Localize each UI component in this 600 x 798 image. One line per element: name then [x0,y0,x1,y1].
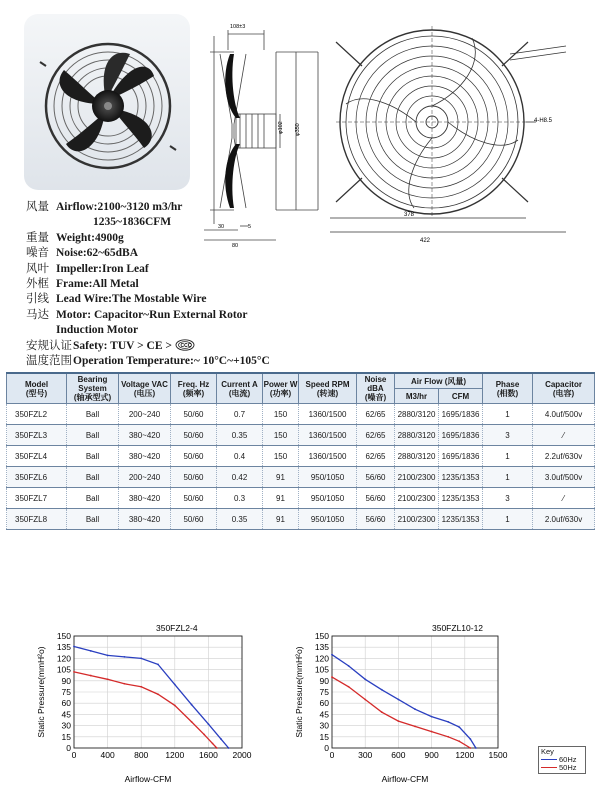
spec-row-safety: 安规认证 Safety: TUV > CE > CCC [26,339,326,354]
x-tick-label: 900 [424,750,439,760]
series-point-60hz [124,656,126,658]
table-cell: 1235/1353 [439,467,483,488]
table-cell: 1695/1836 [439,425,483,446]
table-cell: 200~240 [119,467,171,488]
series-point-50hz [203,734,205,736]
y-tick-label: 135 [56,642,71,653]
table-cell: 1360/1500 [299,425,357,446]
col-header-airflow: Air Flow (风量) [395,373,483,389]
y-tick-label: 135 [314,642,329,653]
series-point-50hz [174,705,176,707]
table-cell: Ball [67,488,119,509]
product-photo [24,14,190,190]
spec-row-airflow-cfm: 1235~1836CFM [93,216,172,229]
table-cell: 950/1050 [299,509,357,530]
table-cell: Ball [67,446,119,467]
cell-model: 350FZL3 [7,425,67,446]
table-cell: 3 [483,488,533,509]
dim-102: φ102 [278,121,284,134]
series-point-60hz [398,699,400,701]
series-point-50hz [212,743,214,745]
series-point-50hz [73,671,75,673]
x-tick-label: 1500 [488,750,508,760]
series-point-50hz [431,731,433,733]
table-cell: 56/60 [357,467,395,488]
series-point-60hz [73,646,75,648]
front-view-drawing [330,14,598,248]
series-point-60hz [475,747,477,749]
y-tick-label: 15 [319,731,329,742]
y-tick-label: 120 [314,653,329,664]
x-tick-label: 800 [134,750,149,760]
table-cell: 150 [263,404,299,425]
y-tick-label: 45 [319,709,329,720]
dim-5: 5 [248,224,252,230]
table-cell: 1235/1353 [439,509,483,530]
series-point-60hz [447,721,449,723]
series-point-60hz [469,738,471,740]
x-axis-label: Airflow-CFM [381,774,429,784]
table-cell: 2880/3120 [395,446,439,467]
series-point-60hz [140,658,142,660]
dim-80: 80 [232,243,239,249]
table-cell: 0.3 [217,488,263,509]
series-point-50hz [348,686,350,688]
spec-row-weight: 重量 Weight:4900g [26,231,124,244]
table-cell: 50/60 [171,467,217,488]
spec-row-impeller: 风叶 Impeller:Iron Leaf [26,262,149,275]
table-cell: 91 [263,467,299,488]
col-header-noise: Noise dBA (噪音) [357,373,395,404]
chart-legend [538,746,586,774]
series-point-50hz [331,676,333,678]
spec-row-motor: 马达 Motor: Capacitor~Run External Rotor [26,308,248,321]
legend-line-50hz [541,767,557,768]
table-cell: 1 [483,446,533,467]
col-header-current: Current A (电流) [217,373,263,404]
series-point-60hz [381,689,383,691]
table-cell: 150 [263,425,299,446]
series-point-50hz [469,747,471,749]
table-cell: 380~420 [119,446,171,467]
series-point-60hz [220,738,222,740]
table-cell: 50/60 [171,425,217,446]
table-cell: 2880/3120 [395,404,439,425]
series-point-50hz [364,699,366,701]
x-tick-label: 1200 [455,750,475,760]
table-cell: 62/65 [357,404,395,425]
table-cell: ⁄ [533,425,595,446]
table-cell: 50/60 [171,488,217,509]
y-axis-label: Static Pressure(mmH²o) [36,646,46,738]
col-header-speed: Speed RPM (转速) [299,373,357,404]
table-cell: ⁄ [533,488,595,509]
y-tick-label: 90 [319,675,329,686]
spec-row-noise: 噪音 Noise:62~65dBA [26,247,139,260]
dim-378: 378 [404,212,415,218]
table-cell: 380~420 [119,425,171,446]
table-cell: 0.42 [217,467,263,488]
y-tick-label: 30 [319,720,329,731]
series-point-50hz [157,693,159,695]
table-cell: 2.0uf/630v [533,509,595,530]
series-point-60hz [348,665,350,667]
x-tick-label: 0 [329,750,335,760]
table-row [7,488,595,509]
series-line-60hz [332,655,476,748]
y-tick-label: 75 [319,687,329,697]
y-tick-label: 60 [61,698,71,709]
y-tick-label: 75 [61,687,71,697]
table-cell: 4.0uf/500v [533,404,595,425]
table-row [7,509,595,530]
table-row [7,467,595,488]
table-cell: 1695/1836 [439,446,483,467]
table-cell: 0.7 [217,404,263,425]
dim-350: φ350 [295,123,301,136]
series-point-50hz [216,747,218,749]
col-header-voltage: Voltage VAC (电压) [119,373,171,404]
table-cell: 1 [483,404,533,425]
cell-model: 350FZL7 [7,488,67,509]
y-tick-label: 150 [314,631,329,641]
spec-row-motor-type: Induction Motor [56,324,139,337]
table-row [7,446,595,467]
table-row [7,425,595,446]
x-tick-label: 2000 [232,750,252,760]
table-cell: 3 [483,425,533,446]
x-tick-label: 400 [100,750,115,760]
y-tick-label: 90 [61,675,71,686]
spec-row-frame: 外框 Frame:All Metal [26,278,139,291]
spec-row-lead-wire: 引线 Lead Wire:The Mostable Wire [26,293,207,306]
y-tick-label: 105 [56,664,71,675]
dim-top: 108±3 [230,24,246,30]
table-cell: 2100/2300 [395,467,439,488]
col-header-capacitor: Capacitor (电容) [533,373,595,404]
table-cell: 62/65 [357,446,395,467]
series-point-60hz [174,684,176,686]
y-tick-label: 0 [66,743,71,753]
y-tick-label: 15 [61,731,71,742]
table-cell: 50/60 [171,404,217,425]
dim-422: 422 [420,238,431,244]
y-tick-label: 30 [61,720,71,731]
series-line-50hz [332,677,470,748]
chart-350fzl2-4 [0,618,300,798]
ccc-cert-logo [175,339,195,351]
spec-row-airflow: 风量 Airflow:2100~3120 m3/hr [26,201,183,213]
series-point-50hz [107,678,109,680]
legend-line-60hz [541,759,557,760]
table-body [7,404,595,530]
cell-model: 350FZL2 [7,404,67,425]
series-point-60hz [107,655,109,657]
series-point-60hz [228,747,230,749]
table-cell: 91 [263,488,299,509]
col-header-power: Power W (功率) [263,373,299,404]
table-cell: 1360/1500 [299,404,357,425]
table-cell: 950/1050 [299,467,357,488]
x-axis-label: Airflow-CFM [124,774,172,784]
series-point-50hz [398,720,400,722]
table-cell: Ball [67,509,119,530]
table-cell: 950/1050 [299,488,357,509]
col-header-phase: Phase (相数) [483,373,533,404]
cell-model: 350FZL4 [7,446,67,467]
spec-row-temperature: 温度范围 Operation Temperature:~ 10°C~+105°C [26,355,270,368]
series-point-50hz [90,675,92,677]
col-header-model: Model (型号) [7,373,67,404]
table-cell: 2880/3120 [395,425,439,446]
table-cell: 1 [483,509,533,530]
series-point-50hz [191,721,193,723]
table-cell: 0.35 [217,509,263,530]
table-cell: 3.0uf/500v [533,467,595,488]
x-tick-label: 1600 [198,750,218,760]
y-tick-label: 45 [61,709,71,720]
series-point-50hz [381,711,383,713]
x-tick-label: 0 [71,750,77,760]
table-cell: 62/65 [357,425,395,446]
dim-hole: 4-H8.5 [534,118,553,124]
table-cell: 2.2uf/630v [533,446,595,467]
table-cell: 0.35 [217,425,263,446]
y-tick-label: 0 [324,743,329,753]
x-tick-label: 300 [358,750,373,760]
col-header-freq: Freq. Hz (频率) [171,373,217,404]
table-cell: 1695/1836 [439,404,483,425]
table-cell: 50/60 [171,509,217,530]
table-cell: 50/60 [171,446,217,467]
series-point-50hz [140,686,142,688]
series-point-60hz [431,716,433,718]
table-cell: 91 [263,509,299,530]
series-point-50hz [414,725,416,727]
series-point-60hz [191,704,193,706]
series-point-50hz [447,736,449,738]
table-cell: 380~420 [119,488,171,509]
dim-30: 30 [218,224,225,230]
legend-title: Key [541,747,554,756]
x-tick-label: 1200 [165,750,185,760]
series-point-60hz [90,650,92,652]
series-point-50hz [458,740,460,742]
y-tick-label: 60 [319,698,329,709]
model-spec-table [6,372,595,530]
svg-text:CCC: CCC [180,342,192,349]
legend-label-50hz: 50Hz [559,763,577,772]
table-cell: 56/60 [357,509,395,530]
y-tick-label: 150 [56,631,71,641]
chart-title: 350FZL2-4 [156,623,198,633]
series-line-60hz [74,646,229,748]
y-axis-label: Static Pressure(mmH²o) [294,646,304,738]
table-cell: 56/60 [357,488,395,509]
table-cell: Ball [67,404,119,425]
series-point-60hz [157,663,159,665]
table-cell: 380~420 [119,509,171,530]
x-tick-label: 600 [391,750,406,760]
table-cell: 0.4 [217,446,263,467]
table-cell: 2100/2300 [395,488,439,509]
series-point-60hz [364,678,366,680]
series-point-60hz [331,654,333,656]
series-point-50hz [124,683,126,685]
series-point-60hz [458,726,460,728]
table-cell: 200~240 [119,404,171,425]
table-cell: 2100/2300 [395,509,439,530]
col-header-m3hr: M3/hr [395,389,439,404]
y-tick-label: 105 [314,664,329,675]
chart-title: 350FZL10-12 [432,623,484,633]
table-cell: 1 [483,467,533,488]
table-cell: Ball [67,467,119,488]
col-header-cfm: CFM [439,389,483,404]
table-cell: 1360/1500 [299,446,357,467]
table-cell: 1235/1353 [439,488,483,509]
table-cell: Ball [67,425,119,446]
table-cell: 150 [263,446,299,467]
series-point-60hz [208,723,210,725]
spec-list [26,200,326,369]
series-point-60hz [414,708,416,710]
fan-photo-illustration [24,14,190,190]
table-row [7,404,595,425]
legend-label-60hz: 60Hz [559,755,577,764]
y-tick-label: 120 [56,653,71,664]
col-header-bearing: Bearing System (轴承型式) [67,373,119,404]
cell-model: 350FZL8 [7,509,67,530]
cell-model: 350FZL6 [7,467,67,488]
